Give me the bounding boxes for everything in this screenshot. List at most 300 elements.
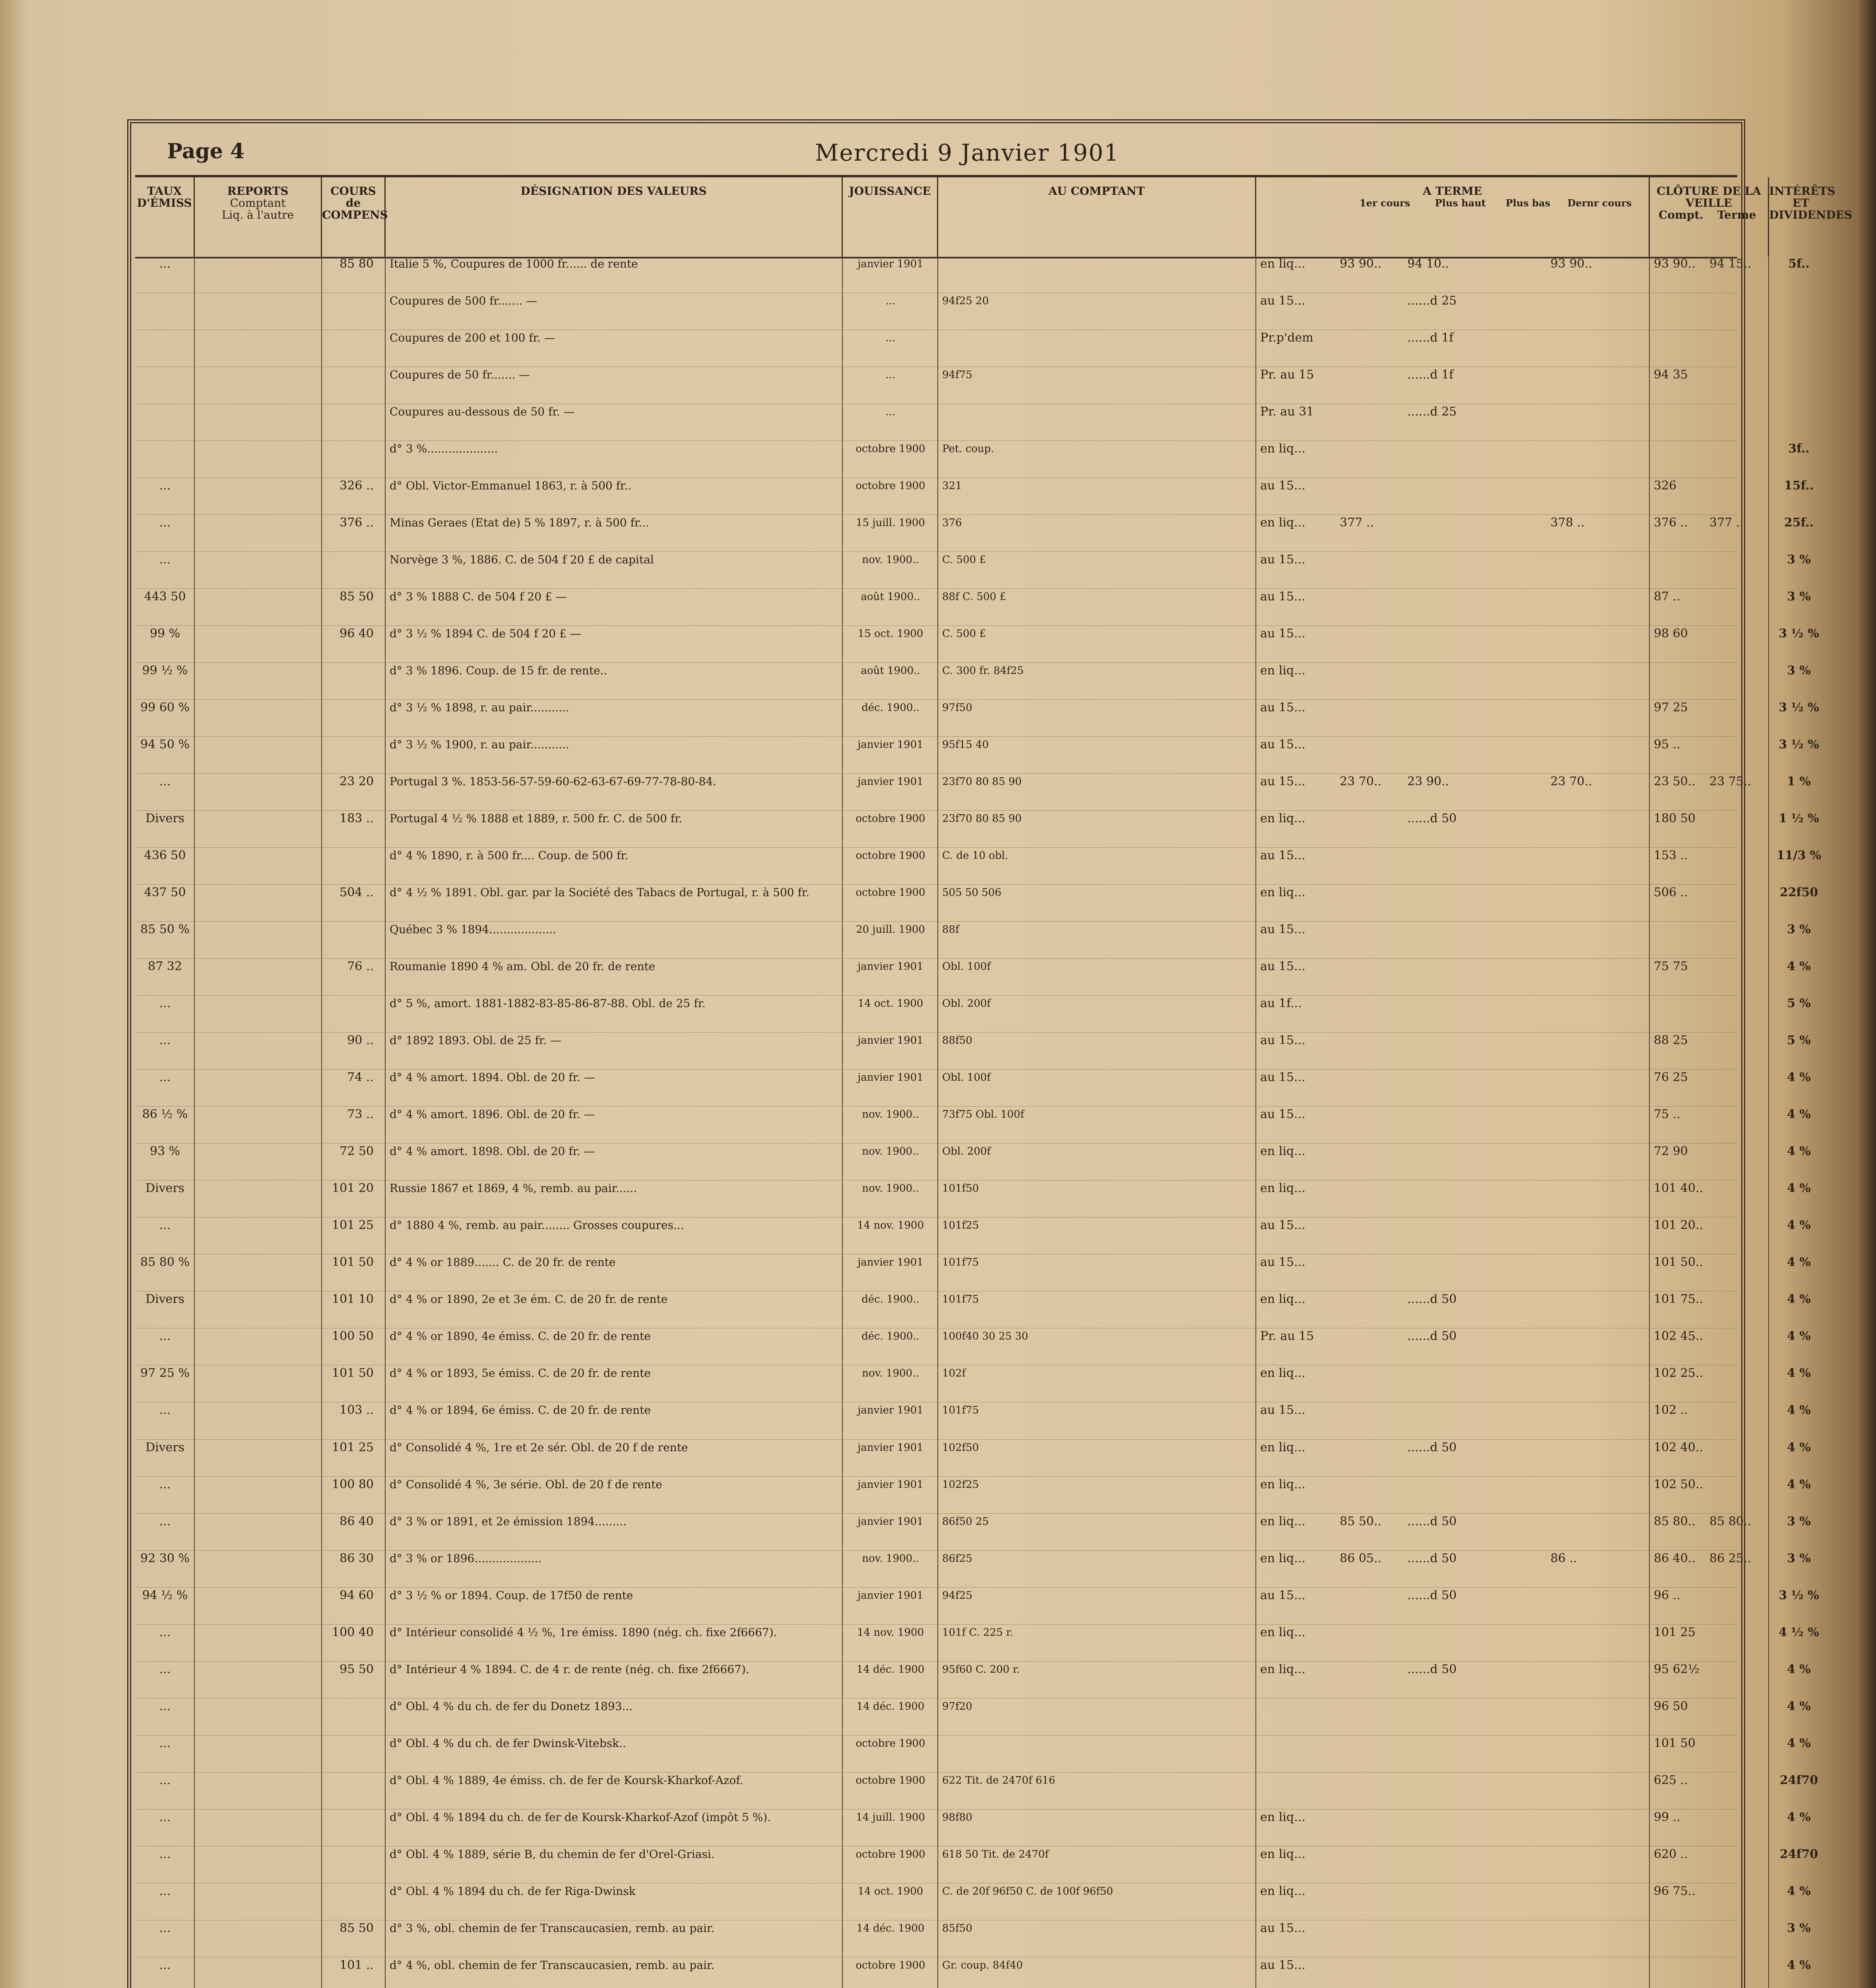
cell-cc: 93 90.. — [1654, 257, 1696, 271]
header-taux: TAUX D'ÉMISS — [135, 177, 195, 257]
cell-des: Minas Geraes (Etat de) 5 % 1897, r. à 500 fr... — [390, 516, 649, 530]
cell-des: d° 4 ½ % 1891. Obl. gar. par la Société des Tabacs de Portugal, r. à 500 fr. — [390, 886, 810, 899]
cell-cours: 86 30 — [340, 1551, 374, 1565]
table-row — [135, 1884, 1811, 1899]
cell-int: 25f.. — [1784, 516, 1814, 530]
cell-taux: ... — [159, 1070, 171, 1085]
cell-jou: 14 nov. 1900 — [857, 1219, 924, 1232]
cell-comp: Pet. coup. — [942, 443, 994, 455]
cell-comp: 23f70 80 85 90 — [942, 776, 1022, 788]
cell-terme: Pr. au 15 — [1260, 368, 1314, 382]
cell-jou: janvier 1901 — [857, 961, 923, 973]
cell-des: d° 4 % amort. 1896. Obl. de 20 fr. — — [390, 1108, 595, 1121]
cell-cc: 88 25 — [1654, 1033, 1688, 1048]
cell-jou: octobre 1900 — [856, 850, 925, 862]
cell-terme: en liq... — [1260, 1440, 1306, 1454]
table-row — [135, 515, 1814, 530]
cell-des: d° 3 ½ % 1900, r. au pair........... — [390, 738, 569, 751]
cell-int: 3 % — [1787, 1551, 1811, 1565]
row-rule — [135, 773, 1737, 774]
cell-int: 11/3 % — [1776, 848, 1822, 863]
cell-haut: ......d 50 — [1407, 1551, 1457, 1565]
cell-terme: en liq... — [1260, 1181, 1306, 1196]
row-rule — [135, 884, 1737, 885]
cell-jou: nov. 1900.. — [862, 1145, 919, 1158]
cell-comp: 101f75 — [942, 1293, 979, 1306]
cell-terme: au 15... — [1260, 922, 1306, 937]
cell-terme: au 15... — [1260, 1958, 1306, 1972]
cell-taux: Divers — [145, 1440, 185, 1454]
cell-cc: 180 50 — [1654, 812, 1696, 826]
cell-cours: 90 .. — [347, 1033, 374, 1048]
page-date: Mercredi 9 Janvier 1901 — [815, 139, 1120, 166]
cell-cc: 97 25 — [1654, 701, 1688, 715]
cell-taux: 99 % — [149, 627, 180, 641]
cell-terme: en liq... — [1260, 1662, 1306, 1676]
cell-cc: 101 75.. — [1654, 1292, 1703, 1307]
cell-terme: au 15... — [1260, 1107, 1306, 1122]
cell-des: d° 4 % or 1893, 5e émiss. C. de 20 fr. de rente — [390, 1367, 651, 1380]
cell-comp: Obl. 200f — [942, 1145, 991, 1158]
table-row — [135, 774, 1811, 789]
cell-comp: 505 50 506 — [942, 887, 1001, 899]
cell-taux: ... — [159, 1847, 171, 1861]
table-row — [135, 1070, 1811, 1085]
header-reports: REPORTS Comptant Liq. à l'autre — [195, 177, 322, 257]
cell-des: d° 3 %, obl. chemin de fer Transcaucasien, remb. au pair. — [390, 1921, 715, 1935]
cell-jou: ... — [885, 406, 896, 418]
cell-des: d° 4 % or 1890, 4e émiss. C. de 20 fr. de rente — [390, 1330, 651, 1343]
cell-haut: ......d 50 — [1407, 812, 1457, 826]
cell-cc: 95 62½ — [1654, 1662, 1699, 1676]
cell-int: 3 % — [1787, 664, 1811, 678]
cell-ct: 94 15.. — [1709, 257, 1751, 271]
cell-cc: 72 90 — [1654, 1144, 1688, 1159]
cell-cours: 183 .. — [340, 812, 374, 826]
cell-jou: nov. 1900.. — [862, 1182, 919, 1195]
cell-jou: 15 oct. 1900 — [857, 628, 923, 640]
cell-jou: janvier 1901 — [857, 1441, 923, 1454]
cell-cc: 98 60 — [1654, 627, 1688, 641]
cell-jou: janvier 1901 — [857, 1035, 923, 1047]
cell-cours: 74 .. — [347, 1070, 374, 1085]
cell-terme: au 15... — [1260, 1588, 1306, 1602]
cell-cc: 85 80.. — [1654, 1514, 1696, 1528]
cell-taux: ... — [159, 1884, 171, 1898]
cell-cours: 100 50 — [332, 1329, 374, 1343]
row-rule — [135, 1735, 1737, 1736]
cell-int: 3 % — [1787, 553, 1811, 567]
table-row — [135, 1699, 1811, 1714]
cell-comp: 86f50 25 — [942, 1515, 989, 1528]
row-rule — [135, 847, 1737, 848]
cell-comp: 102f — [942, 1367, 966, 1380]
cell-terme: en liq... — [1260, 257, 1306, 271]
cell-taux: ... — [159, 996, 171, 1011]
cell-jou: octobre 1900 — [856, 1774, 925, 1786]
cell-taux: ... — [159, 1921, 171, 1935]
cell-taux: ... — [159, 1662, 171, 1676]
cell-int: 4 % — [1787, 1255, 1811, 1270]
cell-comp: 100f40 30 25 30 — [942, 1330, 1028, 1343]
cell-taux: 437 50 — [144, 885, 186, 900]
cell-terme: au 15... — [1260, 701, 1306, 715]
cell-terme: en liq... — [1260, 1625, 1306, 1639]
cell-taux: ... — [159, 1033, 171, 1048]
cell-cours: 100 40 — [332, 1625, 374, 1639]
cell-des: d° 4 % or 1889....... C. de 20 fr. de rente — [390, 1256, 616, 1269]
cell-des: Coupures de 500 fr....... — — [390, 294, 537, 308]
row-rule — [135, 1032, 1737, 1033]
cell-jou: déc. 1900.. — [861, 1330, 920, 1343]
cell-int: 3 ½ % — [1779, 627, 1819, 641]
cell-int: 3 % — [1787, 1921, 1811, 1935]
cell-haut: ......d 50 — [1407, 1514, 1457, 1528]
cell-cours: 101 50 — [332, 1366, 374, 1380]
cell-des: d° 3 %.................... — [390, 442, 498, 456]
table-row — [135, 848, 1822, 863]
row-rule — [135, 995, 1737, 996]
table-row — [135, 1810, 1811, 1825]
cell-taux: ... — [159, 775, 171, 789]
cell-cc: 102 40.. — [1654, 1440, 1703, 1454]
cell-terme: au 15... — [1260, 1921, 1306, 1935]
cell-terme: en liq... — [1260, 516, 1306, 530]
row-rule — [135, 921, 1737, 922]
cell-cours: 101 10 — [332, 1292, 374, 1307]
cell-terme: en liq... — [1260, 1810, 1306, 1824]
cell-haut: 23 90.. — [1407, 775, 1449, 789]
cell-comp: 101f25 — [942, 1219, 979, 1232]
table-row — [135, 811, 1819, 826]
cell-int: 3 ½ % — [1779, 1588, 1819, 1602]
cell-jou: janvier 1901 — [857, 1478, 923, 1491]
cell-taux: 93 % — [149, 1144, 180, 1159]
cell-terme: en liq... — [1260, 812, 1306, 826]
cell-comp: Gr. coup. 84f40 — [942, 1959, 1023, 1971]
table-row — [135, 626, 1819, 641]
cell-comp: 102f25 — [942, 1478, 979, 1491]
cell-int: 5 % — [1787, 996, 1811, 1011]
table-row — [135, 1588, 1819, 1603]
cell-terme: en liq... — [1260, 885, 1306, 900]
cell-cc: 96 50 — [1654, 1699, 1688, 1713]
cell-des: d° 4 % amort. 1894. Obl. de 20 fr. — — [390, 1071, 595, 1084]
row-rule — [135, 958, 1737, 959]
cell-ct: 377 .. — [1709, 516, 1744, 530]
cell-comp: 101f75 — [942, 1404, 979, 1417]
cell-comp: C. 500 £ — [942, 554, 986, 566]
cell-cours: 376 .. — [340, 516, 374, 530]
cell-comp: 102f50 — [942, 1441, 979, 1454]
cell-haut: ......d 50 — [1407, 1329, 1457, 1343]
row-rule — [135, 1772, 1737, 1773]
table-row — [135, 1440, 1811, 1455]
cell-int: 4 % — [1787, 1699, 1811, 1713]
cell-int: 4 % — [1787, 1477, 1811, 1491]
cell-des: d° Obl. 4 % 1889, 4e émiss. ch. de fer de Koursk-Kharkof-Azof. — [390, 1773, 743, 1787]
cell-terme: au 15... — [1260, 479, 1306, 493]
cell-taux: ... — [159, 553, 171, 567]
cell-cours: 85 50 — [340, 590, 374, 604]
cell-comp: 321 — [942, 480, 962, 492]
cell-des: d° 4 % or 1890, 2e et 3e ém. C. de 20 fr. de rente — [390, 1293, 668, 1306]
table-row — [135, 1181, 1811, 1196]
cell-comp: Obl. 100f — [942, 1072, 991, 1084]
row-rule — [135, 1439, 1737, 1440]
cell-terme: en liq... — [1260, 1366, 1306, 1380]
cell-int: 15f.. — [1784, 479, 1814, 493]
cell-terme: en liq... — [1260, 442, 1306, 456]
table-row — [135, 1107, 1811, 1122]
cell-comp: 101f75 — [942, 1256, 979, 1269]
cell-cours: 100 80 — [332, 1477, 374, 1491]
cell-cc: 620 .. — [1654, 1847, 1688, 1861]
cell-cours: 101 50 — [332, 1255, 374, 1270]
cell-cours: 86 40 — [340, 1514, 374, 1528]
cell-des: d° 3 % 1888 C. de 504 f 20 £ — — [390, 590, 567, 604]
cell-ct: 85 80.. — [1709, 1514, 1751, 1528]
cell-jou: janvier 1901 — [857, 1256, 923, 1269]
cell-cours: 103 .. — [340, 1403, 374, 1417]
cell-taux: ... — [159, 1218, 171, 1233]
table-row — [135, 1403, 1811, 1418]
cell-haut: ......d 50 — [1407, 1588, 1457, 1602]
cell-des: Coupures au-dessous de 50 fr. — — [390, 405, 575, 419]
cell-int: 4 % — [1787, 1107, 1811, 1122]
cell-int: 1 ½ % — [1779, 812, 1819, 826]
cell-des: d° Consolidé 4 %, 3e série. Obl. de 20 f de rente — [390, 1477, 662, 1491]
header-designation: DÉSIGNATION DES VALEURS — [386, 177, 843, 257]
cell-comp: 88f50 — [942, 1035, 972, 1047]
cell-taux: ... — [159, 516, 171, 530]
cell-int: 24f70 — [1779, 1847, 1818, 1861]
cell-des: d° 5 %, amort. 1881-1882-83-85-86-87-88. Obl. de 25 fr. — [390, 997, 706, 1010]
row-rule — [135, 736, 1737, 737]
cell-cc: 75 .. — [1654, 1107, 1680, 1122]
cell-comp: C. de 10 obl. — [942, 850, 1009, 862]
cell-jou: nov. 1900.. — [862, 554, 919, 566]
cell-dern: 93 90.. — [1550, 257, 1592, 271]
row-rule — [135, 1476, 1737, 1477]
header-interets: INTÉRÊTS ET DIVIDENDES — [1769, 184, 1853, 221]
cell-comp: 101f50 — [942, 1182, 979, 1195]
cell-cours: 23 20 — [340, 775, 374, 789]
cell-cc: 376 .. — [1654, 516, 1688, 530]
cell-des: d° Obl. 4 % 1889, série B, du chemin de fer d'Orel-Griasi. — [390, 1847, 715, 1861]
cell-taux: ... — [159, 1699, 171, 1713]
cell-des: d° 1892 1893. Obl. de 25 fr. — — [390, 1034, 562, 1047]
table-row — [135, 1218, 1811, 1233]
cell-comp: 97f20 — [942, 1700, 972, 1712]
row-rule — [135, 1106, 1737, 1107]
table-row — [135, 478, 1814, 493]
table-row — [135, 552, 1811, 567]
cell-terme: en liq... — [1260, 1477, 1306, 1491]
cell-des: d° Obl. 4 % du ch. de fer du Donetz 1893... — [390, 1699, 633, 1713]
cell-comp: 88f C. 500 £ — [942, 591, 1006, 603]
cell-comp: 73f75 Obl. 100f — [942, 1109, 1024, 1121]
table-row — [135, 1736, 1811, 1751]
cell-jou: octobre 1900 — [856, 813, 925, 825]
row-rule — [135, 1550, 1737, 1551]
cell-jou: déc. 1900.. — [861, 702, 920, 714]
row-rule — [135, 699, 1737, 700]
cell-int: 4 % — [1787, 1144, 1811, 1159]
cell-terme: au 15... — [1260, 553, 1306, 567]
cell-int: 4 % — [1787, 1329, 1811, 1343]
cell-terme: en liq... — [1260, 1884, 1306, 1898]
table-row — [135, 1921, 1811, 1936]
cell-jou: 14 juill. 1900 — [856, 1811, 925, 1823]
cell-des: d° Obl. 4 % 1894 du ch. de fer de Koursk-Kharkof-Azof (impôt 5 %). — [390, 1810, 771, 1824]
table-row — [135, 737, 1819, 752]
cell-comp: Obl. 200f — [942, 998, 991, 1010]
cell-taux: 85 80 % — [140, 1255, 190, 1270]
table-row — [135, 700, 1819, 715]
cell-taux: ... — [159, 1773, 171, 1787]
table-row — [135, 1773, 1818, 1788]
cell-des: d° 3 ½ % 1894 C. de 504 f 20 £ — — [390, 627, 581, 641]
cell-jou: 14 oct. 1900 — [857, 1885, 923, 1897]
cell-dern: 86 .. — [1550, 1551, 1577, 1565]
cell-des: d° 1880 4 %, remb. au pair........ Grosses coupures... — [390, 1219, 684, 1232]
cell-cc: 625 .. — [1654, 1773, 1688, 1787]
cell-taux: 94 50 % — [140, 738, 190, 752]
cell-des: Roumanie 1890 4 % am. Obl. de 20 fr. de rente — [390, 960, 656, 973]
cell-des: d° 3 ½ % 1898, r. au pair........... — [390, 701, 569, 714]
cell-terme: au 15... — [1260, 959, 1306, 974]
cell-taux: ... — [159, 1736, 171, 1750]
table-row — [135, 1847, 1818, 1862]
cell-comp: 618 50 Tit. de 2470f — [942, 1848, 1049, 1860]
table-row — [135, 885, 1818, 900]
cell-terme: au 15... — [1260, 738, 1306, 752]
cell-comp: 98f80 — [942, 1811, 972, 1823]
table-row — [135, 1292, 1811, 1307]
cell-int: 3 % — [1787, 590, 1811, 604]
cell-int: 4 % — [1787, 1181, 1811, 1196]
row-rule — [135, 810, 1737, 811]
table-row — [135, 922, 1811, 937]
cell-cc: 87 .. — [1654, 590, 1680, 604]
cell-taux: ... — [159, 479, 171, 493]
cell-terme: au 1f... — [1260, 996, 1302, 1011]
table-row — [135, 293, 1737, 309]
row-rule — [135, 1513, 1737, 1514]
table-row — [135, 589, 1811, 604]
cell-jou: nov. 1900.. — [862, 1367, 919, 1380]
cell-comp: Obl. 100f — [942, 961, 991, 973]
cell-des: d° Intérieur consolidé 4 ½ %, 1re émiss. 1890 (nég. ch. fixe 2f6667). — [390, 1625, 777, 1639]
cell-jou: octobre 1900 — [856, 1959, 925, 1971]
cell-cours: 85 50 — [340, 1921, 374, 1935]
cell-jou: janvier 1901 — [857, 776, 923, 788]
cell-taux: 99 60 % — [140, 701, 190, 715]
cell-cours: 101 25 — [332, 1440, 374, 1454]
cell-des: d° Intérieur 4 % 1894. C. de 4 r. de rente (nég. ch. fixe 2f6667). — [390, 1662, 749, 1676]
cell-haut: ......d 25 — [1407, 405, 1457, 419]
table-row — [135, 404, 1737, 419]
cell-terme: en liq... — [1260, 664, 1306, 678]
cell-des: d° 4 % 1890, r. à 500 fr.... Coup. de 500 fr. — [390, 849, 629, 862]
cell-jou: octobre 1900 — [856, 1737, 925, 1749]
cell-jou: 14 nov. 1900 — [857, 1626, 924, 1639]
cell-jou: ... — [885, 295, 896, 307]
cell-taux: ... — [159, 1329, 171, 1343]
cell-cours: 101 20 — [332, 1181, 374, 1196]
table-row — [135, 1366, 1811, 1381]
cell-int: 4 % — [1787, 1366, 1811, 1380]
cell-comp: C. de 20f 96f50 C. de 100f 96f50 — [942, 1885, 1113, 1897]
cell-cours: 326 .. — [340, 479, 374, 493]
cell-des: Norvège 3 %, 1886. C. de 504 f 20 £ de capital — [390, 553, 654, 567]
cell-cc: 94 35 — [1654, 368, 1688, 382]
table-row — [135, 1958, 1811, 1973]
cell-terme: en liq... — [1260, 1514, 1306, 1528]
cell-jou: 14 déc. 1900 — [856, 1663, 925, 1675]
cell-des: Coupures de 200 et 100 fr. — — [390, 331, 555, 345]
cell-int: 5 % — [1787, 1033, 1811, 1048]
cell-premier: 86 05.. — [1340, 1551, 1381, 1565]
cell-cours: 504 .. — [340, 885, 374, 900]
cell-comp: 622 Tit. de 2470f 616 — [942, 1774, 1055, 1786]
cell-comp: 94f25 — [942, 1589, 972, 1602]
cell-jou: janvier 1901 — [857, 1404, 923, 1417]
cell-comp: 376 — [942, 517, 962, 529]
table-row — [135, 1662, 1811, 1677]
cell-jou: nov. 1900.. — [862, 1552, 919, 1565]
cell-premier: 93 90.. — [1340, 257, 1381, 271]
cell-jou: ... — [885, 332, 896, 344]
cell-terme: au 15... — [1260, 1218, 1306, 1233]
cell-dern: 23 70.. — [1550, 775, 1592, 789]
header-au-comptant: AU COMPTANT — [938, 177, 1256, 257]
table-row — [135, 256, 1810, 272]
cell-cours: 94 60 — [340, 1588, 374, 1602]
cell-jou: août 1900.. — [861, 591, 920, 603]
cell-haut: ......d 25 — [1407, 294, 1457, 308]
cell-cc: 102 .. — [1654, 1403, 1688, 1417]
cell-int: 4 % — [1787, 1440, 1811, 1454]
cell-int: 4 % — [1787, 959, 1811, 974]
cell-cc: 326 — [1654, 479, 1677, 493]
cell-comp: C. 500 £ — [942, 628, 986, 640]
cell-taux: 86 ½ % — [142, 1107, 188, 1122]
table-row — [135, 1551, 1811, 1566]
cell-comp: 94f25 20 — [942, 295, 989, 307]
cell-jou: octobre 1900 — [856, 887, 925, 899]
header-a-terme: A TERME 1er cours Plus haut Plus bas Dernr cours — [1256, 177, 1650, 257]
cell-des: d° 3 % or 1891, et 2e émission 1894......... — [390, 1514, 627, 1528]
cell-jou: janvier 1901 — [857, 1515, 923, 1528]
cell-cc: 153 .. — [1654, 848, 1688, 863]
cell-cc: 75 75 — [1654, 959, 1688, 974]
row-rule — [135, 1661, 1737, 1662]
cell-taux: ... — [159, 1625, 171, 1639]
cell-cours: 76 .. — [347, 959, 374, 974]
table-body — [135, 256, 1822, 1988]
cell-premier: 377 .. — [1340, 516, 1374, 530]
cell-jou: nov. 1900.. — [862, 1109, 919, 1121]
cell-cours: 72 50 — [340, 1144, 374, 1159]
cell-comp: 85f50 — [942, 1922, 972, 1934]
cell-terme: au 15... — [1260, 1033, 1306, 1048]
cell-taux: 85 50 % — [140, 922, 190, 937]
cell-taux: 443 50 — [144, 590, 186, 604]
cell-des: d° Consolidé 4 %, 1re et 2e sér. Obl. de 20 f de rente — [390, 1441, 688, 1454]
cell-int: 4 % — [1787, 1218, 1811, 1233]
